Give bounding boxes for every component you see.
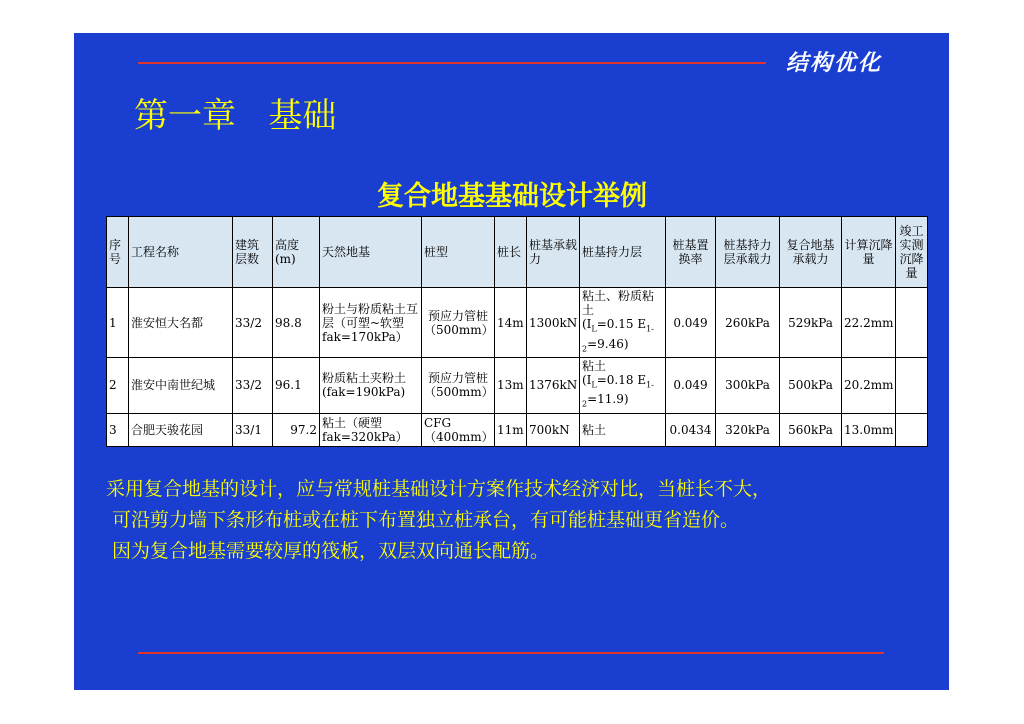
cell-seq: 1 <box>107 288 129 358</box>
header-floors: 建筑层数 <box>233 217 273 288</box>
cell-project-name: 淮安中南世纪城 <box>129 358 233 414</box>
cell-seq: 2 <box>107 358 129 414</box>
cell-replacement-rate: 0.0434 <box>666 413 716 446</box>
header-bearing-layer: 桩基持力层 <box>580 217 666 288</box>
header-pile-length: 桩长 <box>495 217 527 288</box>
header-pile-capacity: 桩基承载力 <box>527 217 580 288</box>
header-composite-capacity: 复合地基承载力 <box>780 217 842 288</box>
bearing-layer-soil: 粘土 <box>582 359 607 373</box>
body-paragraph <box>106 474 956 567</box>
header-height: 高度(m) <box>273 217 320 288</box>
design-example-table <box>106 216 928 447</box>
cell-pile-type: 预应力管桩（500mm） <box>422 358 495 414</box>
chapter-title: 第一章 基础 <box>134 96 337 136</box>
cell-layer-capacity: 320kPa <box>716 413 780 446</box>
cell-pile-type: CFG（400mm） <box>422 413 495 446</box>
slide-subtitle: 复合地基基础设计举例 <box>377 181 647 212</box>
bearing-layer-params: ($I_L=0.18$ $E_{1-2}=11.9$) <box>582 373 654 409</box>
paragraph-line-2: 可沿剪力墙下条形布桩或在桩下布置独立桩承台，有可能桩基础更省造价。 <box>112 509 740 531</box>
table-header-row <box>107 217 928 288</box>
header-natural-foundation: 天然地基 <box>320 217 422 288</box>
cell-height: 97.2 <box>273 413 320 446</box>
cell-calc-settlement: 13.0mm <box>842 413 896 446</box>
cell-natural-foundation: 粉土与粉质粘土互层（可塑~软塑fak=170kPa） <box>320 288 422 358</box>
cell-project-name: 淮安恒大名都 <box>129 288 233 358</box>
cell-pile-length: 13m <box>495 358 527 414</box>
bearing-layer-soil: 粘土、粉质粘土 <box>582 289 655 318</box>
cell-layer-capacity: 260kPa <box>716 288 780 358</box>
paragraph-line-1: 采用复合地基的设计，应与常规桩基础设计方案作技术经济对比，当桩长不大， <box>106 478 772 500</box>
cell-replacement-rate: 0.049 <box>666 358 716 414</box>
header-project-name: 工程名称 <box>129 217 233 288</box>
cell-replacement-rate: 0.049 <box>666 288 716 358</box>
cell-floors: 33/2 <box>233 288 273 358</box>
cell-pile-length: 11m <box>495 413 527 446</box>
table-row <box>107 413 928 446</box>
top-divider-line <box>138 62 766 64</box>
table-row <box>107 358 928 414</box>
bottom-divider-line <box>138 652 884 654</box>
cell-pile-capacity: 700kN <box>527 413 580 446</box>
cell-calc-settlement: 22.2mm <box>842 288 896 358</box>
header-seq: 序号 <box>107 217 129 288</box>
cell-natural-foundation: 粘土（硬塑fak=320kPa） <box>320 413 422 446</box>
cell-pile-type: 预应力管桩（500mm） <box>422 288 495 358</box>
cell-layer-capacity: 300kPa <box>716 358 780 414</box>
cell-pile-capacity: 1376kN <box>527 358 580 414</box>
cell-measured-settlement <box>896 288 928 358</box>
header-measured-settlement: 竣工实测沉降量 <box>896 217 928 288</box>
cell-composite-capacity: 500kPa <box>780 358 842 414</box>
cell-bearing-layer <box>580 288 666 358</box>
cell-floors: 33/1 <box>233 413 273 446</box>
paragraph-line-3: 因为复合地基需要较厚的筏板，双层双向通长配筋。 <box>112 540 550 562</box>
header-pile-type: 桩型 <box>422 217 495 288</box>
cell-height: 96.1 <box>273 358 320 414</box>
table-row <box>107 288 928 358</box>
cell-floors: 33/2 <box>233 358 273 414</box>
cell-pile-length: 14m <box>495 288 527 358</box>
cell-pile-capacity: 1300kN <box>527 288 580 358</box>
cell-height: 98.8 <box>273 288 320 358</box>
bearing-layer-params: ($I_L=0.15$ $E_{1-2}=9.46$) <box>582 317 654 353</box>
cell-measured-settlement <box>896 358 928 414</box>
header-layer-capacity: 桩基持力层承载力 <box>716 217 780 288</box>
header-replacement-rate: 桩基置换率 <box>666 217 716 288</box>
cell-seq: 3 <box>107 413 129 446</box>
cell-composite-capacity: 560kPa <box>780 413 842 446</box>
cell-measured-settlement <box>896 413 928 446</box>
header-calc-settlement: 计算沉降量 <box>842 217 896 288</box>
cell-bearing-layer <box>580 358 666 414</box>
cell-bearing-layer: 粘土 <box>580 413 666 446</box>
cell-composite-capacity: 529kPa <box>780 288 842 358</box>
cell-project-name: 合肥天骏花园 <box>129 413 233 446</box>
cell-natural-foundation: 粉质粘土夹粉土(fak=190kPa) <box>320 358 422 414</box>
cell-calc-settlement: 20.2mm <box>842 358 896 414</box>
brand-label: 结构优化 <box>786 50 883 76</box>
